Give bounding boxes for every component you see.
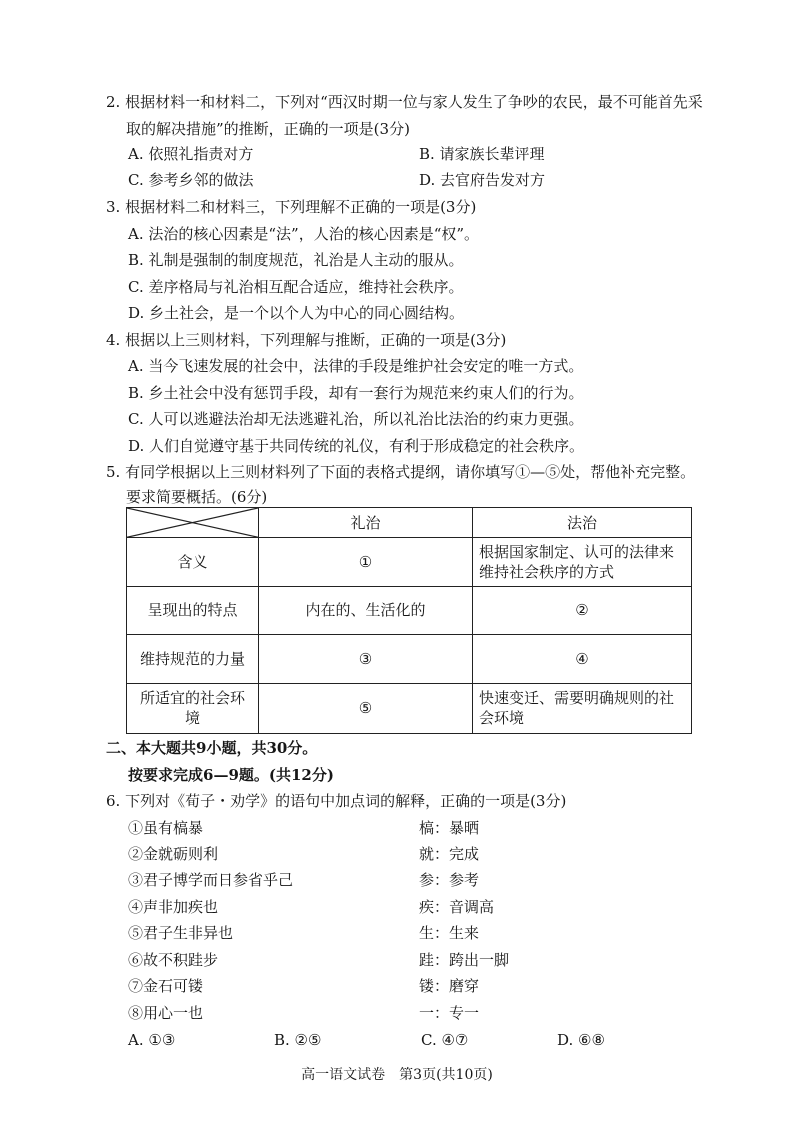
q3-stem: 3. 根据材料二和材料三，下列理解不正确的一项是(3分): [106, 198, 477, 216]
cell-lizhi-blank-5: ⑤: [259, 683, 473, 733]
q6-option-a: A. ①③: [128, 1031, 176, 1049]
q6-item-right: 疾：音调高: [419, 898, 495, 916]
row-label: 所适宜的社会环境: [127, 683, 259, 733]
q6-item-right: 就：完成: [419, 845, 480, 863]
q6-item-left: ⑧用心一也: [128, 1004, 204, 1022]
q6-option-c: C. ④⑦: [421, 1031, 469, 1049]
cell-lizhi-blank-1: ①: [259, 538, 473, 586]
q2-option-b: B. 请家族长辈评理: [419, 145, 545, 163]
section2-subtitle: 按要求完成6—9题。(共12分): [128, 766, 334, 784]
cell-fazhi-environment: 快速变迁、需要明确规则的社会环境: [473, 683, 692, 733]
table-row: [127, 538, 692, 586]
q6-item-right: 跬：跨出一脚: [419, 951, 510, 969]
outline-table: [126, 507, 692, 734]
cell-lizhi-features: 内在的、生活化的: [259, 586, 473, 634]
table-header-row: [127, 508, 692, 538]
diagonal-cross: [127, 508, 258, 537]
q2-option-d: D. 去官府告发对方: [419, 171, 546, 189]
q6-item-right: 槁：暴晒: [419, 819, 480, 837]
table-corner-cell: [127, 508, 259, 538]
q3-option-b: B. 礼制是强制的制度规范，礼治是人主动的服从。: [128, 251, 464, 269]
q3-option-a: A. 法治的核心因素是“法”，人治的核心因素是“权”。: [128, 225, 480, 243]
q4-option-a: A. 当今飞速发展的社会中，法律的手段是维护社会安定的唯一方式。: [128, 357, 584, 375]
q4-stem: 4. 根据以上三则材料，下列理解与推断，正确的一项是(3分): [106, 331, 507, 349]
q6-item-left: ②金就砺则利: [128, 845, 219, 863]
q2-option-a: A. 依照礼指责对方: [128, 145, 254, 163]
cell-fazhi-definition: 根据国家制定、认可的法律来维持社会秩序的方式: [473, 538, 692, 586]
cell-fazhi-blank-2: ②: [473, 586, 692, 634]
q2-option-c: C. 参考乡邻的做法: [128, 171, 254, 189]
q6-option-b: B. ②⑤: [274, 1031, 322, 1049]
q6-item-left: ⑦金石可镂: [128, 977, 204, 995]
q6-item-right: 一：专一: [419, 1004, 480, 1022]
q6-item-right: 镂：磨穿: [419, 977, 480, 995]
table-row: [127, 683, 692, 733]
q6-item-left: ⑤君子生非异也: [128, 924, 234, 942]
q6-item-left: ⑥故不积跬步: [128, 951, 219, 969]
row-label: 呈现出的特点: [127, 586, 259, 634]
cell-fazhi-blank-4: ④: [473, 635, 692, 683]
q2-stem-line1: 2. 根据材料一和材料二，下列对“西汉时期一位与家人发生了争吵的农民，最不可能首先采: [106, 93, 703, 111]
q2-stem-line2: 取的解决措施”的推断，正确的一项是(3分): [126, 120, 410, 138]
q3-option-d: D. 乡土社会，是一个以个人为中心的同心圆结构。: [128, 304, 465, 322]
q6-item-left: ①虽有槁暴: [128, 819, 204, 837]
q4-option-b: B. 乡土社会中没有惩罚手段，却有一套行为规范来约束人们的行为。: [128, 384, 584, 402]
table-header-fazhi: 法治: [473, 508, 692, 538]
q6-stem: 6. 下列对《荀子・劝学》的语句中加点词的解释，正确的一项是(3分): [106, 792, 567, 810]
page-footer: 高一语文试卷 第3页(共10页): [301, 1067, 493, 1083]
q6-item-right: 生：生来: [419, 924, 480, 942]
q6-item-left: ③君子博学而日参省乎己: [128, 871, 294, 889]
q3-option-c: C. 差序格局与礼治相互配合适应，维持社会秩序。: [128, 278, 464, 296]
cell-lizhi-blank-3: ③: [259, 635, 473, 683]
q5-stem-line2: 要求简要概括。(6分): [126, 488, 268, 506]
table-header-lizhi: 礼治: [259, 508, 473, 538]
table-row: [127, 586, 692, 634]
row-label: 含义: [127, 538, 259, 586]
q5-stem-line1: 5. 有同学根据以上三则材料列了下面的表格式提纲，请你填写①—⑤处，帮他补充完整。: [106, 463, 696, 481]
section2-title: 二、本大题共9小题，共30分。: [106, 739, 318, 757]
row-label: 维持规范的力量: [127, 635, 259, 683]
q6-item-right: 参：参考: [419, 871, 480, 889]
q4-option-c: C. 人可以逃避法治却无法逃避礼治，所以礼治比法治的约束力更强。: [128, 410, 584, 428]
table-row: [127, 635, 692, 683]
q6-option-d: D. ⑥⑧: [557, 1031, 605, 1049]
q4-option-d: D. 人们自觉遵守基于共同传统的礼仪，有利于形成稳定的社会秩序。: [128, 437, 585, 455]
q6-item-left: ④声非加疾也: [128, 898, 219, 916]
